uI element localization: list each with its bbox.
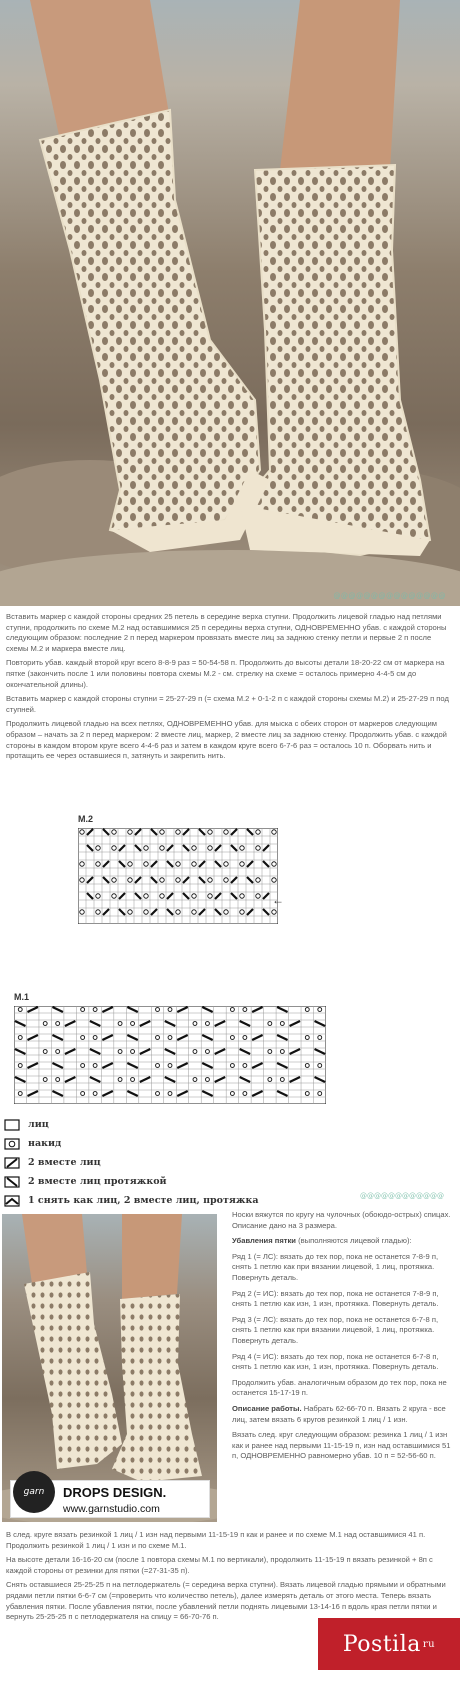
double-slant-square-icon	[4, 1195, 20, 1207]
chart-m1	[14, 1006, 326, 1104]
watermark: @@@@@@@@@@@@	[360, 1192, 444, 1200]
postila-suffix: ru	[422, 1638, 436, 1650]
legend-item	[4, 1134, 304, 1153]
legend-label: накид	[28, 1138, 62, 1149]
work-description: Описание работы. Набрать 62-66-70 п. Вязать 2 круга - все лиц, затем вязать 6 кругов резинкой 1 лиц / 1 изн.	[232, 1403, 446, 1424]
drops-title: DROPS DESIGN.	[63, 1485, 167, 1500]
paragraph: Вставить маркер с каждой стороны ступни = 25-27-29 п (= схема M.2 + 0-1-2 п с каждой стороны схемы M.2) и 25-27-29 п под ступней.	[6, 694, 449, 714]
paragraph: Повторить убав. каждый второй круг всего 8-8-9 раз = 50-54-58 п. Продолжить до высоты детали 18-20-22 см от маркера на пятке (закончить после 1 или половины повтора схемы M.2 - см. стрелку на схеме = осталось примерно 4-4-5 см до окончательной длины).	[6, 658, 445, 689]
legend-item	[4, 1153, 304, 1172]
heel-heading: Убавления пятки (выполняются лицевой гладью):	[232, 1236, 412, 1246]
legend-label: лиц	[28, 1119, 49, 1130]
intro: Носки вяжутся по кругу на чулочных (обоюдо-острых) спицах. Описание дано на 3 размера.	[232, 1210, 451, 1230]
paragraph: Вставить маркер с каждой стороны средних 25 петель в середине верха ступни. Продолжить лицевой гладью над петлями ступни, продолжить по схеме M.2 над оставшимися 25 п середины верха ступни, ОДНОВРЕМЕННО убав. с каждой стороны следующим образом: последние 2 п перед маркером провязать вместе лиц за заднюю стенку петли и первые 2 п после схемы M.2 и маркера вместе лиц.	[6, 612, 447, 653]
left-slant-square-icon	[4, 1176, 20, 1188]
heel-row: Ряд 4 (= ИС): вязать до тех пор, пока не останется 6-7-8 п, снять 1 петлю как изн, 1 изн, протяжка. Повернуть деталь.	[232, 1351, 439, 1372]
drops-logo	[10, 1480, 210, 1518]
next-round: Вязать след. круг следующим образом: резинка 1 лиц / 1 изн как и ранее над первыми 11-15-19 п, изн над оставшимися 51 п, ОДНОВРЕМЕННО равномерно убав. 10 п = 52-56-60 п.	[232, 1430, 451, 1461]
circle-square-icon	[4, 1138, 20, 1150]
garn-badge: garn	[13, 1471, 55, 1513]
chart-m2	[78, 828, 278, 924]
paragraph: В след. круге вязать резинкой 1 лиц / 1 изн над первыми 11-15-19 п как и ранее и по схеме M.1 над оставшимися 41 п. Продолжить резинкой 1 лиц / 1 изн и по схеме M.1.	[6, 1530, 426, 1550]
paragraph: Продолжить лицевой гладью на всех петлях, ОДНОВРЕМЕННО убав. для мыска с обеих сторон от маркеров следующим образом – начать за 2 п перед маркером: 2 вместе лиц, маркер, 2 вместе лиц за заднюю стенку. Продолжить убав. с каждой стороны в каждом втором круге всего 4-4-6 раз и затем в каждом круге всего 6-7-6 раз = осталось 10 п. Оборвать нить и протащить ее через оставшиеся п, затянуть и закрепить нить.	[6, 719, 447, 761]
postila-text: Postila	[342, 1631, 421, 1657]
heel-row: Ряд 2 (= ИС): вязать до тех пор, пока не останется 7-8-9 п, снять 1 петлю как изн, 1 изн, протяжка. Повернуть деталь.	[232, 1288, 439, 1309]
top-photo	[0, 0, 460, 606]
legend-item	[4, 1191, 304, 1210]
drops-url: www.garnstudio.com	[63, 1503, 160, 1515]
heel-row: Ряд 1 (= ЛС): вязать до тех пор, пока не останется 7-8-9 п, снять 1 петлю как при вязании лицевой, 1 лиц, протяжка. Повернуть деталь.	[232, 1251, 439, 1282]
paragraph: На высоте детали 16-16-20 см (после 1 повтора схемы M.1 по вертикали), продолжить 11-15-19 п вязать резинкой + 8п с каждой стороны от резинки для пятки (=27-31-35 п).	[6, 1555, 433, 1575]
empty-square-icon	[4, 1119, 20, 1131]
chart-m1-label: M.1	[14, 992, 30, 1002]
instructions-top	[6, 612, 454, 766]
arrow-icon: ←	[272, 893, 284, 907]
right-slant-square-icon	[4, 1157, 20, 1169]
lace-socks-photo	[0, 0, 460, 606]
heel-row: Ряд 3 (= ЛС): вязать до тех пор, пока не останется 6-7-8 п, снять 1 петлю как при вязании лицевой, 1 лиц, протяжка. Повернуть деталь.	[232, 1314, 439, 1345]
watermark: @@@@@@@@@@@@@@@	[333, 592, 446, 600]
legend-item	[4, 1172, 304, 1191]
legend-label: 2 вместе лиц	[28, 1157, 101, 1168]
instructions-bottom	[6, 1530, 454, 1627]
chart-m2-label: M.2	[78, 814, 94, 824]
instructions-side	[232, 1210, 456, 1467]
paragraph: Снять оставшиеся 25-25-25 п на петлодержатель (= середина верха ступни). Вязать лицевой гладью прямыми и обратными рядами петли пятки 6-6-7 см (=проверить что количество петель), далее измерять деталь от этого места. Теперь вязать убавления пятки. После убавления пятки, после убавлений петли поднять лицевыми 13-14-16 п вдоль края петли пятки и вернуть 25-25-25 п с петлодержателя на спицу = 66-70-76 п.	[6, 1580, 446, 1622]
postila-badge[interactable]	[318, 1618, 460, 1670]
heel-continue: Продолжить убав. аналогичным образом до тех пор, пока не останется 15-17-19 п.	[232, 1377, 447, 1398]
legend-item	[4, 1115, 304, 1134]
legend-label: 2 вместе лиц протяжкой	[28, 1176, 167, 1187]
legend-label: 1 снять как лиц, 2 вместе лиц, протяжка	[28, 1195, 259, 1206]
legend	[4, 1115, 304, 1210]
